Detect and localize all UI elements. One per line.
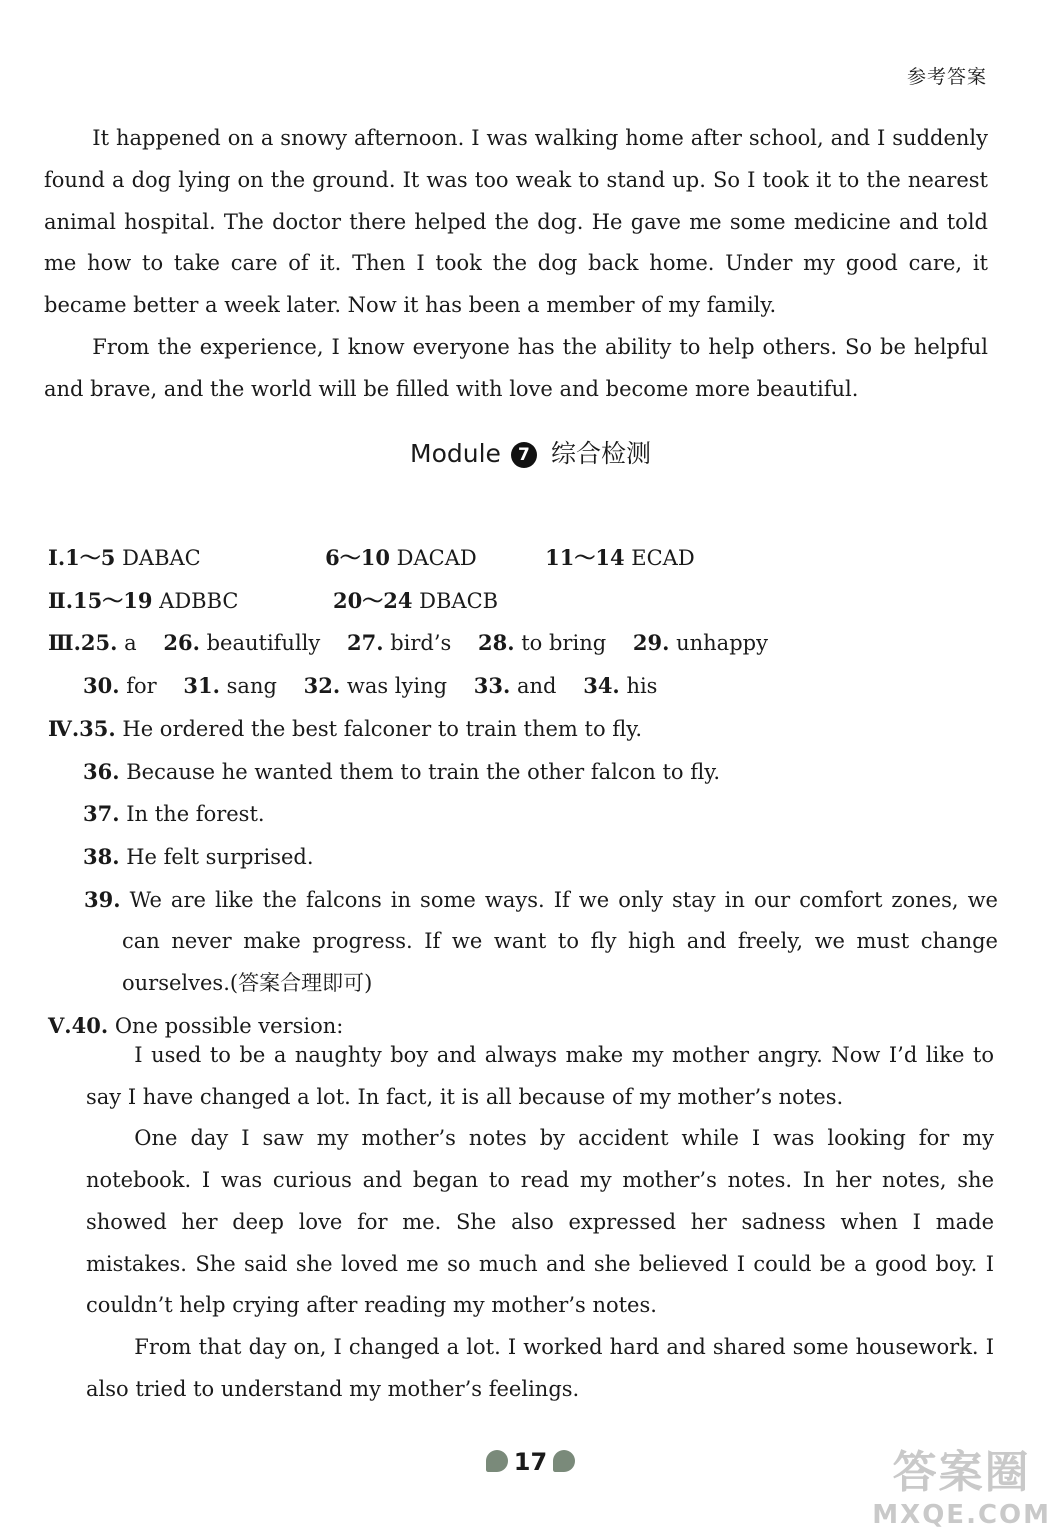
answer-value: bird’s (390, 631, 452, 656)
answer-row (48, 879, 998, 1005)
answer-section-2 (48, 580, 998, 623)
question-number: 33. (473, 673, 511, 699)
module-heading (0, 434, 1061, 470)
answer-value: DACAD (396, 546, 477, 570)
answer-value: for (126, 674, 157, 699)
essay-bottom (86, 1035, 994, 1410)
range-label: 11～14 (545, 545, 625, 570)
leaf-icon (486, 1450, 508, 1472)
answer-row (48, 836, 998, 879)
answer-value: ADBBC (159, 588, 239, 613)
range-label: 20～24 (333, 587, 413, 613)
essay-paragraph: From that day on, I changed a lot. I worked hard and shared some housework. I also tried to understand my mother’s feelings. (86, 1334, 994, 1401)
question-number: 29. (632, 630, 670, 656)
question-number: 37. (83, 801, 120, 827)
question-number: 38. (83, 843, 120, 869)
question-number: 30. (83, 673, 120, 699)
answer-value: was lying (346, 674, 448, 699)
watermark-bottom: MXQE.COM (872, 1500, 1051, 1530)
answer-value: One possible version: (114, 1013, 344, 1038)
essay-paragraph: One day I saw my mother’s notes by accident while I was looking for my notebook. I was curious and began to read my mother’s notes. In her notes, she showed her deep love for me. She also expressed her sadness when I made mistakes. She said she loved me so much and she believed I could be a good boy. I couldn’t help crying after reading my mother’s notes. (86, 1126, 994, 1318)
essay-top (44, 118, 988, 411)
question-number: 39. (84, 886, 121, 912)
question-number: 28. (478, 630, 515, 656)
question-number: 27. (346, 630, 384, 656)
question-number: 36. (83, 758, 120, 784)
answer-value: beautifully (206, 631, 321, 656)
watermark-top: 答案圈 (892, 1447, 1031, 1498)
section-label: Ⅴ. (48, 1012, 72, 1038)
answer-row (48, 793, 998, 836)
answer-value: ECAD (631, 546, 695, 570)
answer-value: We are like the falcons in some ways. If we only stay in our comfort zones, we can never make progress. If we want to fly high and freely, we must change ourselves.(答案合理即可) (122, 887, 998, 996)
answer-value: He felt surprised. (126, 844, 314, 869)
question-number: 34. (583, 673, 620, 699)
section-label: Ⅲ. (48, 630, 81, 656)
module-number-badge: 7 (511, 442, 537, 468)
answer-value: He ordered the best falconer to train them to fly. (122, 716, 643, 741)
range-label: 15～19 (73, 587, 153, 613)
answer-value: sang (226, 674, 277, 699)
answer-row (48, 751, 998, 794)
answer-section-3-continued (48, 665, 998, 708)
page-number: 17 (513, 1448, 548, 1476)
leaf-icon (553, 1450, 575, 1472)
answer-value: his (626, 674, 658, 699)
question-number: 31. (183, 673, 220, 699)
essay-paragraph: It happened on a snowy afternoon. I was walking home after school, and I suddenly found a dog lying on the ground. It was too weak to stand up. So I took it to the nearest animal hospital. The doctor there helped the dog. He gave me some medicine and told me how to take care of it. Then I took the dog back home. Under my good care, it became better a week later. Now it has been a member of my family. (44, 126, 988, 318)
essay-paragraph: I used to be a naughty boy and always make my mother angry. Now I’d like to say I have changed a lot. In fact, it is all because of my mother’s notes. (86, 1043, 994, 1109)
module-title: 综合检测 (550, 439, 651, 468)
answer-key (48, 537, 998, 1047)
section-label: Ⅰ. (48, 545, 66, 570)
question-number: 35. (79, 715, 116, 741)
page-header-title: 参考答案 (906, 66, 987, 88)
section-label: Ⅳ. (48, 715, 80, 741)
answer-value: to bring (521, 631, 607, 656)
answer-section-4 (48, 708, 998, 751)
essay-paragraph: From the experience, I know everyone has the ability to help others. So be helpful and brave, and the world will be filled with love and become more beautiful. (44, 334, 988, 401)
question-number: 40. (71, 1012, 109, 1038)
answer-value: In the forest. (126, 802, 265, 827)
answer-section-1 (48, 537, 998, 580)
module-prefix: Module (410, 439, 501, 468)
question-number: 32. (303, 673, 341, 699)
answer-value: a (124, 631, 137, 656)
watermark (872, 1436, 1051, 1530)
answer-value: unhappy (676, 631, 768, 656)
answer-value: Because he wanted them to train the other falcon to fly. (126, 759, 721, 784)
question-number: 26. (163, 630, 200, 656)
answer-value: DBACB (419, 588, 499, 613)
range-label: 1～5 (65, 545, 116, 570)
answer-value: and (517, 674, 557, 699)
answer-section-3 (48, 622, 998, 665)
range-label: 6～10 (325, 545, 390, 570)
question-number: 25. (80, 630, 118, 656)
section-label: Ⅱ. (48, 587, 74, 613)
answer-value: DABAC (122, 546, 201, 570)
